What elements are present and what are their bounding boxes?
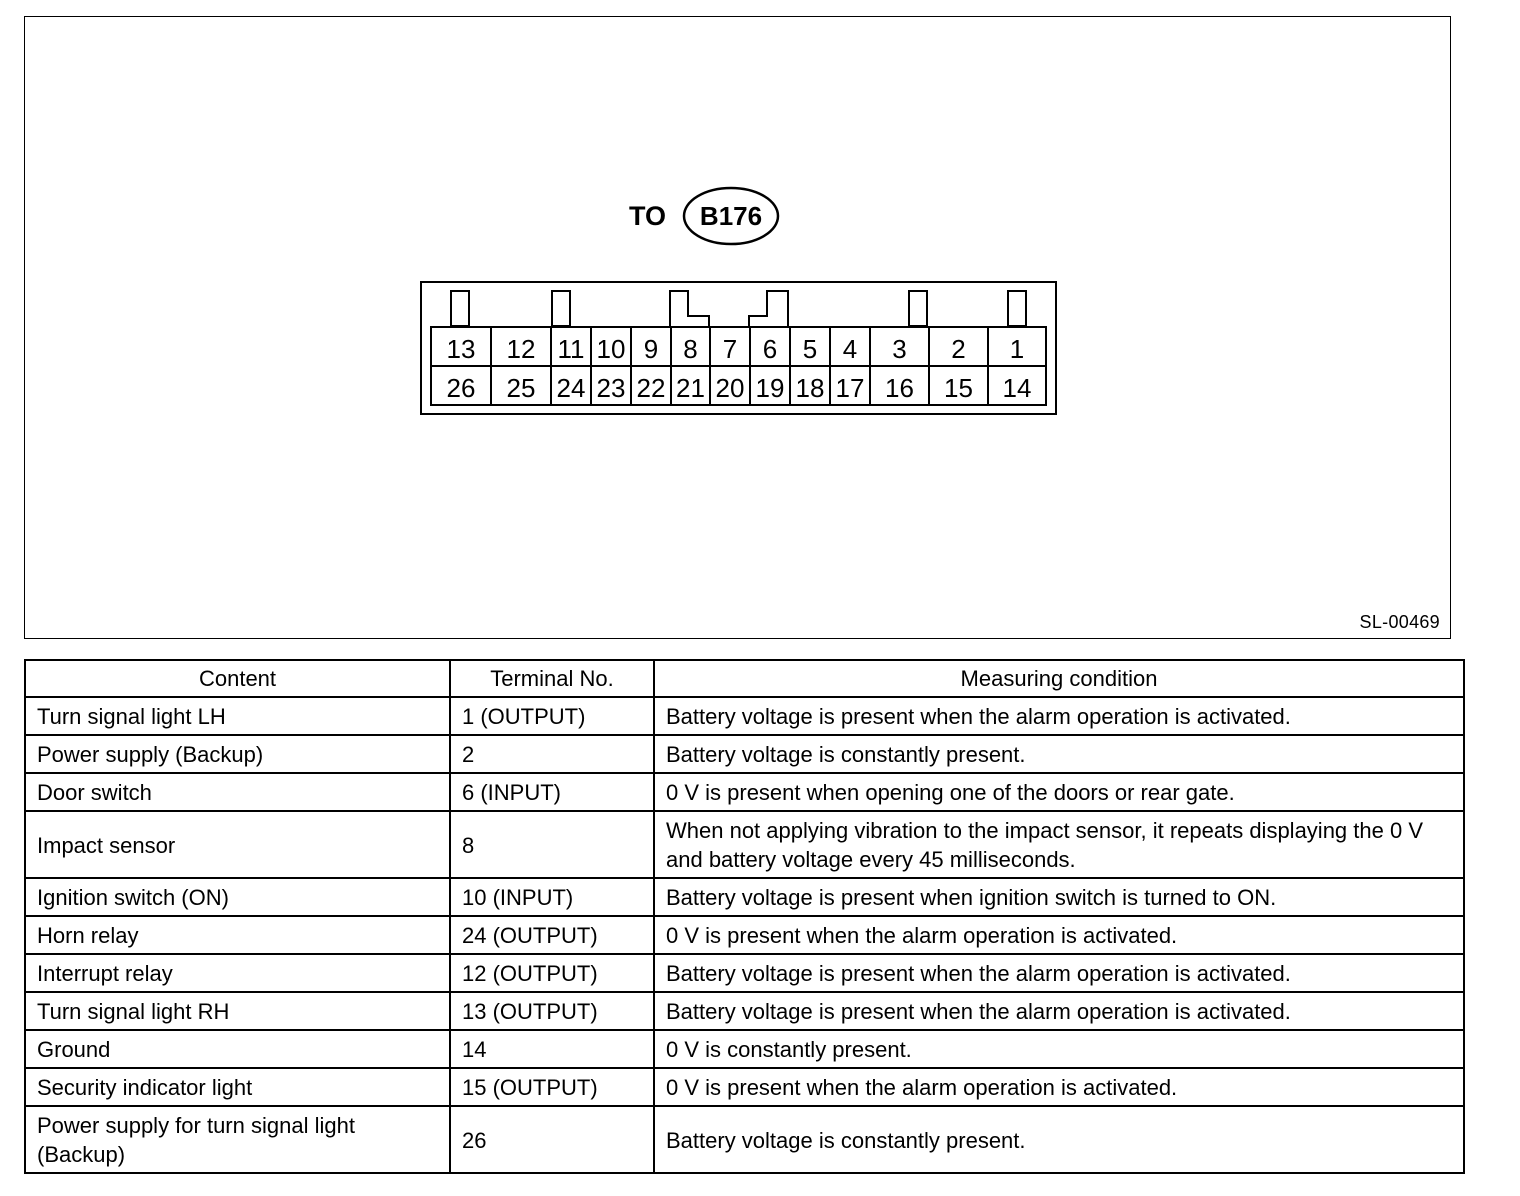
table-row: [25, 992, 1464, 1030]
table-row: [25, 1068, 1464, 1106]
cell-terminal-no: 2: [450, 735, 654, 773]
pin-label-bottom: 23: [596, 373, 626, 403]
cell-terminal-no: 10 (INPUT): [450, 878, 654, 916]
pin-label-bottom: 14: [1002, 373, 1032, 403]
tab-5: [909, 291, 927, 326]
cell-content: Security indicator light: [25, 1068, 450, 1106]
cell-content: Door switch: [25, 773, 450, 811]
header-terminal-no: Terminal No.: [450, 660, 654, 697]
cell-terminal-no: 13 (OUTPUT): [450, 992, 654, 1030]
cell-content: Turn signal light RH: [25, 992, 450, 1030]
tab-2: [552, 291, 570, 326]
cell-measuring-condition: Battery voltage is constantly present.: [654, 1106, 1464, 1173]
pin-label-bottom: 18: [795, 373, 825, 403]
cell-terminal-no: 12 (OUTPUT): [450, 954, 654, 992]
header-content: Content: [25, 660, 450, 697]
connector-drawing: [25, 17, 1449, 637]
tab-3: [670, 291, 709, 326]
terminal-table: [24, 659, 1465, 1174]
cell-content: Interrupt relay: [25, 954, 450, 992]
pin-label-top: 8: [683, 334, 698, 364]
pin-label-top: 4: [842, 334, 858, 364]
cell-measuring-condition: When not applying vibration to the impact sensor, it repeats displaying the 0 V and battery voltage every 45 milliseconds.: [654, 811, 1464, 878]
cell-measuring-condition: 0 V is present when the alarm operation is activated.: [654, 1068, 1464, 1106]
cell-terminal-no: 14: [450, 1030, 654, 1068]
connector-tabs: [451, 291, 1026, 326]
pin-label-bottom: 16: [885, 373, 914, 403]
cell-terminal-no: 1 (OUTPUT): [450, 697, 654, 735]
pin-label-bottom: 25: [506, 373, 536, 403]
pin-label-bottom: 15: [944, 373, 973, 403]
pin-label-top: 12: [506, 334, 536, 364]
cell-measuring-condition: 0 V is present when the alarm operation is activated.: [654, 916, 1464, 954]
cell-content: Turn signal light LH: [25, 697, 450, 735]
pin-label-bottom: 21: [676, 373, 705, 403]
cell-measuring-condition: Battery voltage is present when the alarm operation is activated.: [654, 697, 1464, 735]
pin-label-top: 11: [557, 334, 585, 364]
tab-4: [749, 291, 788, 326]
cell-terminal-no: 15 (OUTPUT): [450, 1068, 654, 1106]
cell-measuring-condition: 0 V is present when opening one of the doors or rear gate.: [654, 773, 1464, 811]
pin-label-bottom: 26: [446, 373, 476, 403]
cell-content: Power supply (Backup): [25, 735, 450, 773]
pin-label-top: 10: [596, 334, 626, 364]
pin-label-bottom: 20: [715, 373, 745, 403]
table-row: [25, 1030, 1464, 1068]
cell-content: Horn relay: [25, 916, 450, 954]
pin-label-bottom: 22: [636, 373, 666, 403]
table-row: [25, 916, 1464, 954]
connector-diagram: [24, 16, 1451, 639]
cell-terminal-no: 26: [450, 1106, 654, 1173]
table-row: [25, 811, 1464, 878]
table-row: [25, 773, 1464, 811]
pin-label-top: 6: [762, 334, 778, 364]
cell-terminal-no: 24 (OUTPUT): [450, 916, 654, 954]
table-row: [25, 735, 1464, 773]
pin-label-bottom: 19: [755, 373, 785, 403]
pin-label-top: 7: [722, 334, 738, 364]
table-row: [25, 1106, 1464, 1173]
tab-1: [451, 291, 469, 326]
header-measuring-condition: Measuring condition: [654, 660, 1464, 697]
pin-label-bottom: 17: [835, 373, 865, 403]
cell-terminal-no: 8: [450, 811, 654, 878]
cell-content: Power supply for turn signal light (Backup): [25, 1106, 450, 1173]
connector-label-prefix: TO: [629, 201, 667, 231]
cell-measuring-condition: 0 V is constantly present.: [654, 1030, 1464, 1068]
cell-terminal-no: 6 (INPUT): [450, 773, 654, 811]
cell-measuring-condition: Battery voltage is present when the alarm operation is activated.: [654, 954, 1464, 992]
pin-label-top: 3: [892, 334, 907, 364]
pin-label-top: 5: [802, 334, 818, 364]
tab-6: [1008, 291, 1026, 326]
cell-content: Impact sensor: [25, 811, 450, 878]
table-row: [25, 878, 1464, 916]
pin-labels: [447, 334, 1032, 403]
cell-measuring-condition: Battery voltage is constantly present.: [654, 735, 1464, 773]
cell-content: Ignition switch (ON): [25, 878, 450, 916]
connector-id: B176: [699, 201, 763, 231]
table-row: [25, 697, 1464, 735]
pin-label-top: 2: [951, 334, 966, 364]
cell-measuring-condition: Battery voltage is present when the alarm operation is activated.: [654, 992, 1464, 1030]
table-header-row: [25, 660, 1464, 697]
pin-label-top: 1: [1009, 334, 1025, 364]
figure-id: SL-00469: [1359, 612, 1440, 632]
cell-content: Ground: [25, 1030, 450, 1068]
cell-measuring-condition: Battery voltage is present when ignition switch is turned to ON.: [654, 878, 1464, 916]
pin-label-bottom: 24: [556, 373, 586, 403]
pin-label-top: 13: [446, 334, 476, 364]
pin-label-top: 9: [643, 334, 659, 364]
table-row: [25, 954, 1464, 992]
